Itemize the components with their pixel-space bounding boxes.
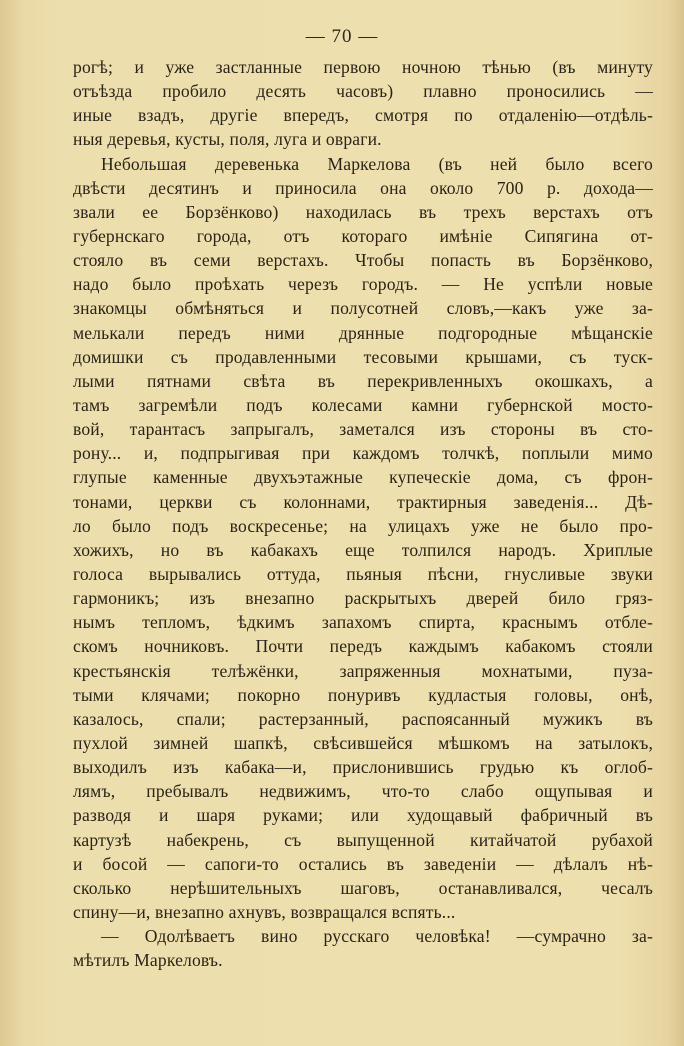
text-line: ныя деревья, кусты, поля, луга и овраги. xyxy=(73,129,382,150)
text-line: картузѣ набекрень, съ выпущенной китайчатой рубахой xyxy=(73,829,653,850)
text-line: лыми пятнами свѣта въ перекривленныхъ окошкахъ, а xyxy=(73,370,653,391)
text-line: тамъ загремѣли подъ колесами камни губернской мосто- xyxy=(73,394,653,415)
text-line: рону... и, подпрыгивая при каждомъ толчкѣ, поплыли мимо xyxy=(73,443,653,464)
text-line: сколько нерѣшительныхъ шаговъ, останавливался, чесалъ xyxy=(73,877,653,898)
text-line: скомъ ночниковъ. Почти передъ каждымъ кабакомъ стояли xyxy=(73,636,653,657)
text-line: хожихъ, но въ кабакахъ еще толпился народъ. Хриплые xyxy=(73,539,653,560)
text-line: мѣтилъ Маркеловъ. xyxy=(73,950,223,971)
text-line: голоса вырывались оттуда, пьяныя пѣсни, гнусливые звуки xyxy=(73,563,653,584)
text-line: разводя и шаря руками; или худощавый фабричный въ xyxy=(73,805,653,826)
page-body-text xyxy=(73,55,653,972)
text-line: Небольшая деревенька Маркелова (въ ней было всего xyxy=(101,153,653,174)
text-line: спину—и, внезапно ахнувъ, возвращался вспять... xyxy=(73,901,456,922)
text-line: надо было проѣхать черезъ городъ. — Не успѣли новые xyxy=(73,274,653,295)
text-line: тонами, церкви съ колоннами, трактирныя заведенія... Дѣ- xyxy=(73,491,653,512)
text-line: пухлой зимней шапкѣ, свѣсившейся мѣшкомъ на затылокъ, xyxy=(73,732,653,753)
text-line: вой, тарантасъ запрыгалъ, заметался изъ стороны въ сто- xyxy=(73,419,653,440)
text-line: губернскаго города, отъ котораго имѣніе Сипягина от- xyxy=(73,225,653,246)
text-line: иные взадъ, другіе впередъ, смотря по отдаленію—отдѣль- xyxy=(73,105,653,126)
text-line: выходилъ изъ кабака—и, прислонившись грудью къ оглоб- xyxy=(73,757,653,778)
text-line: рогѣ; и уже застланные первою ночною тѣнью (въ минуту xyxy=(73,57,653,77)
text-line: стояло въ семи верстахъ. Чтобы попасть въ Борзёнково, xyxy=(73,250,653,271)
text-line: звали ее Борзёнково) находилась въ трехъ верстахъ отъ xyxy=(73,201,653,222)
text-line: крестьянскія телѣжёнки, запряженныя мохнатыми, пуза- xyxy=(73,660,653,681)
text-line: лямъ, пребывалъ недвижимъ, что-то слабо ощупывая и xyxy=(73,781,653,802)
text-line: казалось, спали; растерзанный, распоясанный мужикъ въ xyxy=(73,708,653,729)
paragraph xyxy=(73,152,653,925)
text-line: отъѣзда пробило десять часовъ) плавно проносились — xyxy=(73,81,653,102)
text-line: домишки съ продавленными тесовыми крышами, съ туск- xyxy=(73,346,653,367)
page-number: — 70 — xyxy=(305,26,379,47)
text-line: знакомцы обмѣняться и полусотней словъ,—какъ уже за- xyxy=(73,298,653,319)
paragraph xyxy=(73,924,653,972)
text-line: — Одолѣваетъ вино русскаго человѣка! —сумрачно за- xyxy=(101,926,653,947)
text-line: двѣсти десятинъ и приносила она около 700 р. дохода— xyxy=(73,177,653,198)
text-line: глупые каменные двухъэтажные купеческіе дома, съ фрон- xyxy=(73,467,653,488)
text-line: гармоникъ; изъ внезапно раскрытыхъ дверей било гряз- xyxy=(73,588,653,609)
text-line: и босой — сапоги-то остались въ заведеніи — дѣлалъ нѣ- xyxy=(73,853,653,874)
paragraph xyxy=(73,55,653,152)
text-line: тыми клячами; покорно понуривъ кудластыя головы, онѣ, xyxy=(73,684,653,705)
text-line: ло было подъ воскресенье; на улицахъ уже не было про- xyxy=(73,515,653,536)
text-line: нымъ тепломъ, ѣдкимъ запахомъ спирта, краснымъ отбле- xyxy=(73,612,653,633)
text-line: мелькали передъ ними дрянные подгородные мѣщанскіе xyxy=(73,322,653,343)
